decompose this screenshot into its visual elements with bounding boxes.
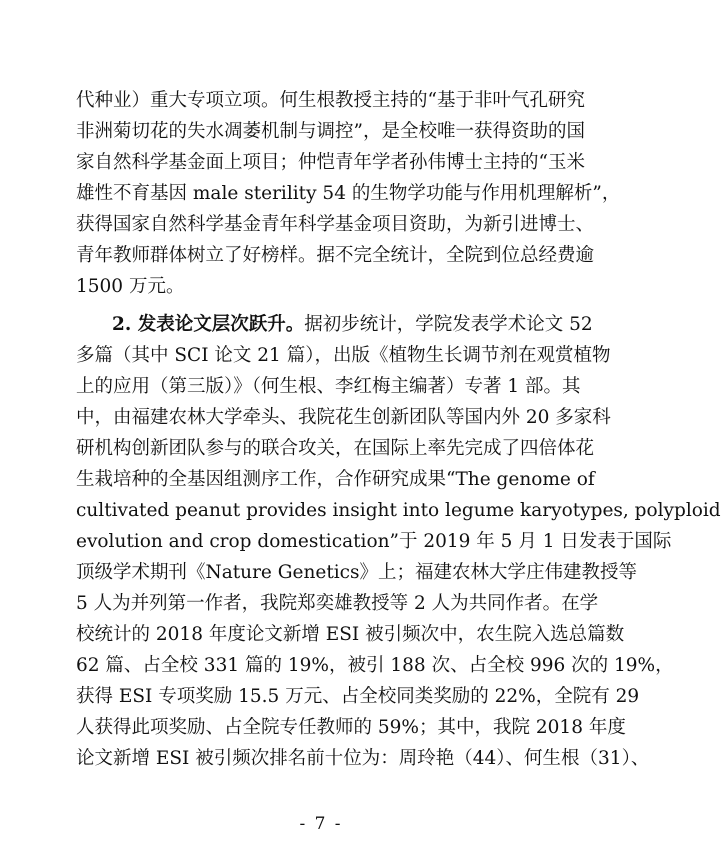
- text-line-6: 青年教师群体树立了好榜样。据不完全统计，全院到位总经费逾: [76, 245, 595, 266]
- text-line-18: 校统计的 2018 年度论文新增 ESI 被引频次中，农生院入选总篇数: [76, 624, 625, 645]
- text-line-10: 上的应用（第三版）》（何生根、李红梅主编著）专著 1 部。其: [76, 376, 581, 397]
- text-line-9: 多篇（其中 SCI 论文 21 篇），出版《植物生长调节剂在观赏植物: [76, 345, 611, 366]
- text-line-11: 中，由福建农林大学牵头、我院花生创新团队等国内外 20 多家科: [76, 407, 611, 428]
- text-line-17: 5 人为并列第一作者，我院郑奕雄教授等 2 人为共同作者。在学: [76, 593, 599, 614]
- text-line-3: 家自然科学基金面上项目；仲恺青年学者孙伟博士主持的“玉米: [76, 152, 585, 173]
- text-line-2: 非洲菊切花的失水凋萎机制与调控”，是全校唯一获得资助的国: [76, 121, 585, 142]
- text-line-21: 人获得此项奖励、占全院专任教师的 59%；其中，我院 2018 年度: [76, 717, 626, 738]
- section-2-lead: 据初步统计，学院发表学术论文 52: [304, 314, 593, 335]
- text-line-16: 顶级学术期刊《Nature Genetics》上；福建农林大学庄伟建教授等: [76, 562, 638, 583]
- text-line-1: 代种业）重大专项立项。何生根教授主持的“基于非叶气孔研究: [76, 90, 585, 111]
- section-2-heading: 2. 发表论文层次跃升。: [112, 314, 305, 335]
- text-line-7: 1500 万元。: [76, 276, 185, 297]
- text-line-20: 获得 ESI 专项奖励 15.5 万元、占全校同类奖励的 22%，全院有 29: [76, 686, 640, 707]
- text-line-5: 获得国家自然科学基金青年科学基金项目资助，为新引进博士、: [76, 214, 595, 235]
- text-line-14: cultivated peanut provides insight into legume karyotypes, polyploid: [76, 500, 721, 521]
- text-line-19: 62 篇、占全校 331 篇的 19%，被引 188 次、占全校 996 次的 19%，: [76, 655, 674, 676]
- section-2-first-line: [112, 310, 593, 340]
- text-line-15: evolution and crop domestication”于 2019 年 5 月 1 日发表于国际: [76, 531, 672, 552]
- text-line-12: 研机构创新团队参与的联合攻关，在国际上率先完成了四倍体花: [76, 438, 595, 459]
- page-number: - 7 -: [299, 814, 343, 834]
- text-line-22: 论文新增 ESI 被引频次排名前十位为：周玲艳（44）、何生根（31）、: [76, 748, 650, 769]
- text-line-4: 雄性不育基因 male sterility 54 的生物学功能与作用机理解析”，: [76, 183, 621, 204]
- text-line-13: 生栽培种的全基因组测序工作，合作研究成果“The genome of: [76, 469, 595, 490]
